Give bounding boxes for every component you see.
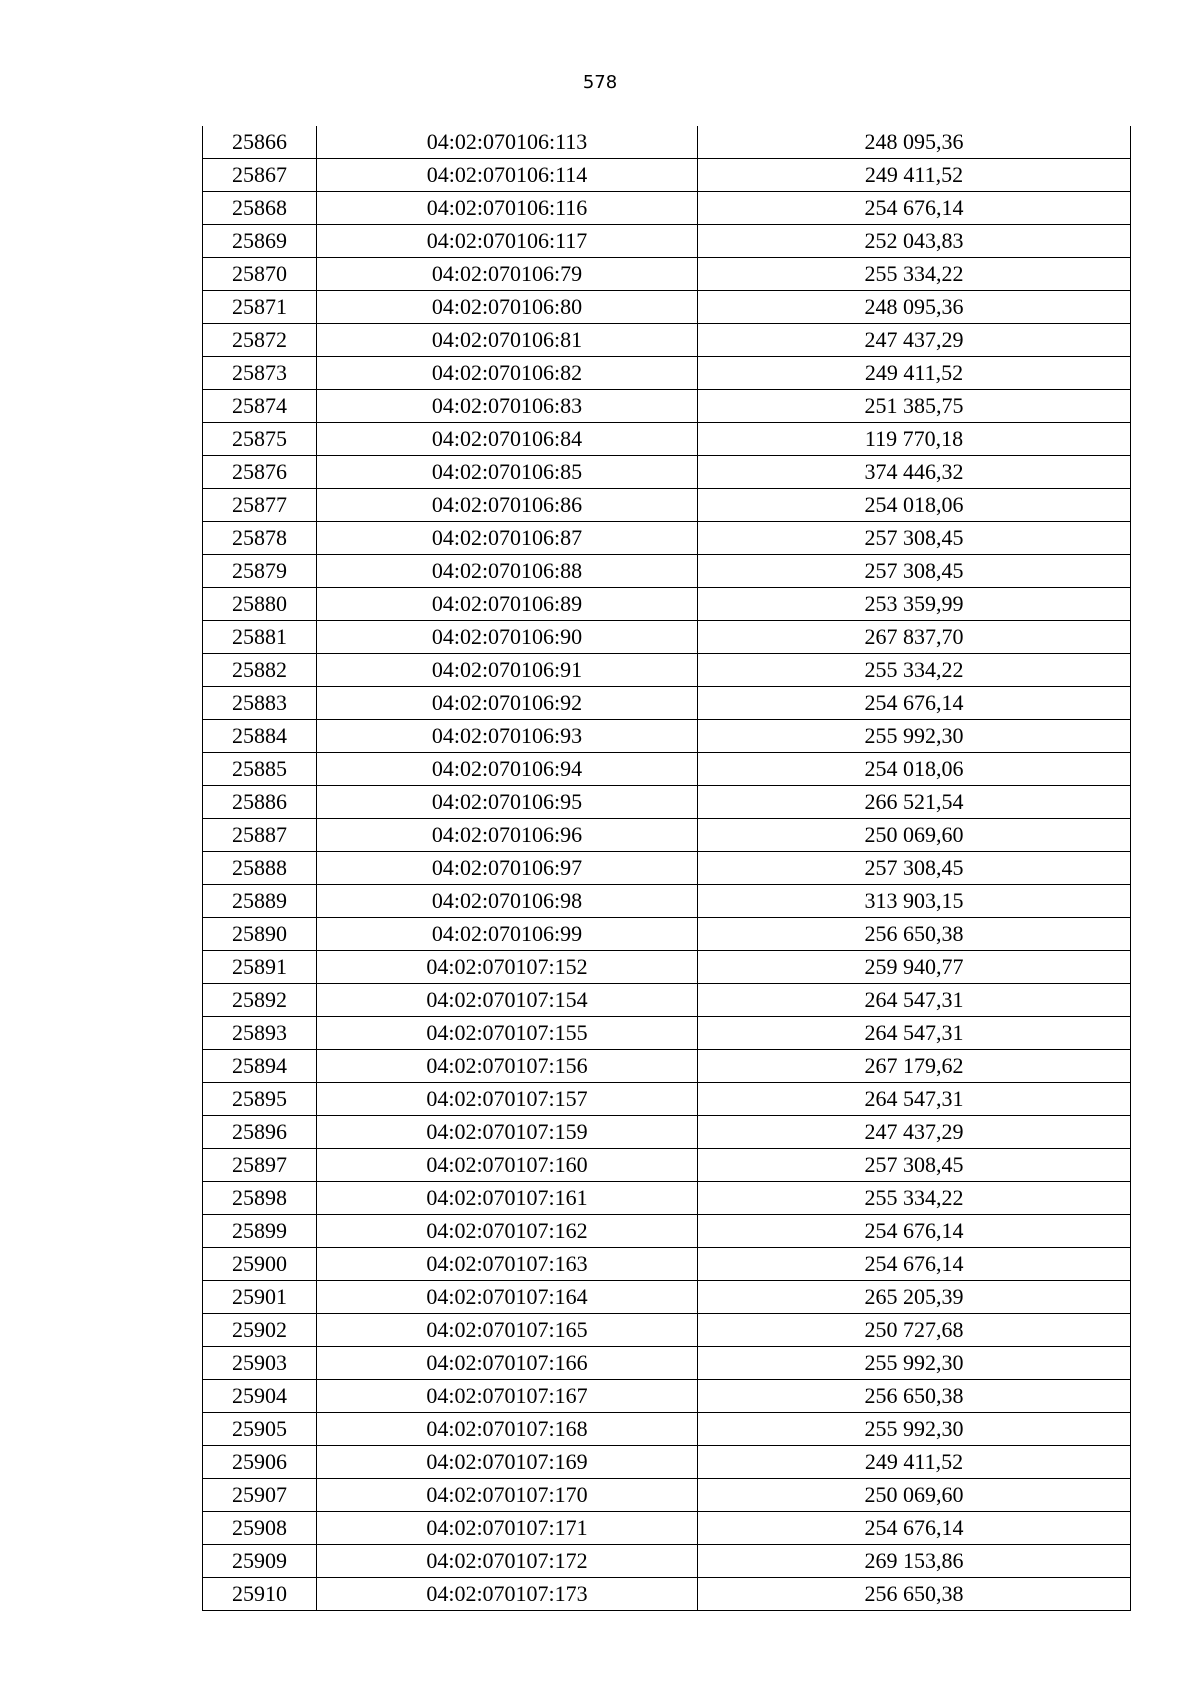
row-number-cell: 25880 <box>203 588 317 621</box>
cadastral-value-cell: 257 308,45 <box>698 852 1131 885</box>
table-row <box>203 423 1131 456</box>
row-number-cell: 25886 <box>203 786 317 819</box>
row-number-cell: 25904 <box>203 1380 317 1413</box>
cadastral-number-cell: 04:02:070107:160 <box>317 1149 698 1182</box>
cadastral-number-cell: 04:02:070106:89 <box>317 588 698 621</box>
row-number-cell: 25898 <box>203 1182 317 1215</box>
cadastral-value-cell: 257 308,45 <box>698 1149 1131 1182</box>
row-number-cell: 25871 <box>203 291 317 324</box>
cadastral-number-cell: 04:02:070106:92 <box>317 687 698 720</box>
cadastral-number-cell: 04:02:070106:114 <box>317 159 698 192</box>
row-number-cell: 25889 <box>203 885 317 918</box>
cadastral-number-cell: 04:02:070106:116 <box>317 192 698 225</box>
cadastral-number-cell: 04:02:070107:168 <box>317 1413 698 1446</box>
row-number-cell: 25894 <box>203 1050 317 1083</box>
table-body <box>203 126 1131 1611</box>
cadastral-number-cell: 04:02:070106:93 <box>317 720 698 753</box>
table-row <box>203 819 1131 852</box>
cadastral-value-cell: 255 334,22 <box>698 1182 1131 1215</box>
cadastral-value-cell: 269 153,86 <box>698 1545 1131 1578</box>
table-row <box>203 126 1131 159</box>
table-row <box>203 1578 1131 1611</box>
table-row <box>203 456 1131 489</box>
cadastral-number-cell: 04:02:070106:95 <box>317 786 698 819</box>
cadastral-value-cell: 250 069,60 <box>698 819 1131 852</box>
table-row <box>203 1545 1131 1578</box>
cadastral-value-cell: 256 650,38 <box>698 1380 1131 1413</box>
cadastral-number-cell: 04:02:070106:86 <box>317 489 698 522</box>
table-row <box>203 687 1131 720</box>
table-row <box>203 1512 1131 1545</box>
cadastral-number-cell: 04:02:070107:159 <box>317 1116 698 1149</box>
cadastral-number-cell: 04:02:070106:90 <box>317 621 698 654</box>
cadastral-number-cell: 04:02:070107:155 <box>317 1017 698 1050</box>
row-number-cell: 25885 <box>203 753 317 786</box>
cadastral-value-cell: 249 411,52 <box>698 357 1131 390</box>
cadastral-value-cell: 374 446,32 <box>698 456 1131 489</box>
cadastral-number-cell: 04:02:070106:82 <box>317 357 698 390</box>
table-row <box>203 984 1131 1017</box>
cadastral-number-cell: 04:02:070106:83 <box>317 390 698 423</box>
table-row <box>203 786 1131 819</box>
table-row <box>203 1149 1131 1182</box>
cadastral-value-cell: 257 308,45 <box>698 522 1131 555</box>
cadastral-number-cell: 04:02:070106:94 <box>317 753 698 786</box>
cadastral-value-cell: 265 205,39 <box>698 1281 1131 1314</box>
row-number-cell: 25896 <box>203 1116 317 1149</box>
cadastral-number-cell: 04:02:070107:170 <box>317 1479 698 1512</box>
cadastral-number-cell: 04:02:070107:173 <box>317 1578 698 1611</box>
row-number-cell: 25868 <box>203 192 317 225</box>
cadastral-number-cell: 04:02:070106:80 <box>317 291 698 324</box>
row-number-cell: 25877 <box>203 489 317 522</box>
cadastral-value-cell: 251 385,75 <box>698 390 1131 423</box>
row-number-cell: 25899 <box>203 1215 317 1248</box>
table-row <box>203 1314 1131 1347</box>
cadastral-value-cell: 255 334,22 <box>698 654 1131 687</box>
row-number-cell: 25872 <box>203 324 317 357</box>
row-number-cell: 25876 <box>203 456 317 489</box>
table-row <box>203 1248 1131 1281</box>
cadastral-number-cell: 04:02:070107:172 <box>317 1545 698 1578</box>
cadastral-value-cell: 264 547,31 <box>698 1083 1131 1116</box>
table-row <box>203 225 1131 258</box>
cadastral-value-cell: 254 676,14 <box>698 1248 1131 1281</box>
table-row <box>203 1083 1131 1116</box>
cadastral-value-cell: 266 521,54 <box>698 786 1131 819</box>
cadastral-number-cell: 04:02:070107:154 <box>317 984 698 1017</box>
cadastral-number-cell: 04:02:070107:167 <box>317 1380 698 1413</box>
row-number-cell: 25909 <box>203 1545 317 1578</box>
table-row <box>203 753 1131 786</box>
row-number-cell: 25887 <box>203 819 317 852</box>
cadastral-value-cell: 254 018,06 <box>698 753 1131 786</box>
cadastral-value-cell: 257 308,45 <box>698 555 1131 588</box>
cadastral-number-cell: 04:02:070106:79 <box>317 258 698 291</box>
cadastral-number-cell: 04:02:070107:169 <box>317 1446 698 1479</box>
cadastral-number-cell: 04:02:070106:117 <box>317 225 698 258</box>
row-number-cell: 25891 <box>203 951 317 984</box>
row-number-cell: 25882 <box>203 654 317 687</box>
page-number: 578 <box>582 72 618 93</box>
row-number-cell: 25910 <box>203 1578 317 1611</box>
cadastral-value-cell: 248 095,36 <box>698 291 1131 324</box>
row-number-cell: 25892 <box>203 984 317 1017</box>
table-row <box>203 1413 1131 1446</box>
row-number-cell: 25875 <box>203 423 317 456</box>
cadastral-value-cell: 248 095,36 <box>698 126 1131 159</box>
row-number-cell: 25908 <box>203 1512 317 1545</box>
cadastral-value-cell: 247 437,29 <box>698 1116 1131 1149</box>
row-number-cell: 25883 <box>203 687 317 720</box>
row-number-cell: 25881 <box>203 621 317 654</box>
row-number-cell: 25907 <box>203 1479 317 1512</box>
cadastral-value-cell: 255 992,30 <box>698 1413 1131 1446</box>
table-row <box>203 720 1131 753</box>
cadastral-value-cell: 254 676,14 <box>698 687 1131 720</box>
cadastral-number-cell: 04:02:070107:171 <box>317 1512 698 1545</box>
cadastral-value-cell: 249 411,52 <box>698 1446 1131 1479</box>
row-number-cell: 25903 <box>203 1347 317 1380</box>
table-row <box>203 1347 1131 1380</box>
table-row <box>203 852 1131 885</box>
cadastral-number-cell: 04:02:070107:164 <box>317 1281 698 1314</box>
row-number-cell: 25893 <box>203 1017 317 1050</box>
cadastral-number-cell: 04:02:070106:98 <box>317 885 698 918</box>
row-number-cell: 25906 <box>203 1446 317 1479</box>
table-row <box>203 1479 1131 1512</box>
cadastral-value-cell: 254 676,14 <box>698 1512 1131 1545</box>
cadastral-number-cell: 04:02:070106:97 <box>317 852 698 885</box>
cadastral-value-cell: 267 837,70 <box>698 621 1131 654</box>
table-row <box>203 951 1131 984</box>
table-row <box>203 1215 1131 1248</box>
table-row <box>203 1446 1131 1479</box>
table-row <box>203 192 1131 225</box>
cadastral-number-cell: 04:02:070106:87 <box>317 522 698 555</box>
table-row <box>203 1380 1131 1413</box>
cadastral-value-cell: 267 179,62 <box>698 1050 1131 1083</box>
cadastral-number-cell: 04:02:070106:99 <box>317 918 698 951</box>
row-number-cell: 25895 <box>203 1083 317 1116</box>
cadastral-value-cell: 256 650,38 <box>698 1578 1131 1611</box>
table-row <box>203 324 1131 357</box>
row-number-cell: 25866 <box>203 126 317 159</box>
table-row <box>203 918 1131 951</box>
cadastral-value-cell: 254 676,14 <box>698 192 1131 225</box>
row-number-cell: 25901 <box>203 1281 317 1314</box>
table-row <box>203 1116 1131 1149</box>
table-row <box>203 390 1131 423</box>
cadastral-value-cell: 256 650,38 <box>698 918 1131 951</box>
cadastral-value-cell: 119 770,18 <box>698 423 1131 456</box>
table-row <box>203 555 1131 588</box>
cadastral-number-cell: 04:02:070106:113 <box>317 126 698 159</box>
row-number-cell: 25874 <box>203 390 317 423</box>
table-row <box>203 159 1131 192</box>
cadastral-value-cell: 255 992,30 <box>698 1347 1131 1380</box>
cadastral-number-cell: 04:02:070106:85 <box>317 456 698 489</box>
row-number-cell: 25869 <box>203 225 317 258</box>
row-number-cell: 25900 <box>203 1248 317 1281</box>
row-number-cell: 25905 <box>203 1413 317 1446</box>
table-row <box>203 588 1131 621</box>
table-row <box>203 654 1131 687</box>
table-row <box>203 522 1131 555</box>
cadastral-number-cell: 04:02:070106:84 <box>317 423 698 456</box>
table-row <box>203 1182 1131 1215</box>
cadastral-value-cell: 264 547,31 <box>698 984 1131 1017</box>
cadastral-number-cell: 04:02:070107:152 <box>317 951 698 984</box>
cadastral-value-cell: 249 411,52 <box>698 159 1131 192</box>
table-row <box>203 1281 1131 1314</box>
table-row <box>203 489 1131 522</box>
cadastral-number-cell: 04:02:070107:157 <box>317 1083 698 1116</box>
table-row <box>203 357 1131 390</box>
table-row <box>203 1017 1131 1050</box>
cadastral-number-cell: 04:02:070106:91 <box>317 654 698 687</box>
cadastral-number-cell: 04:02:070107:162 <box>317 1215 698 1248</box>
cadastral-number-cell: 04:02:070107:161 <box>317 1182 698 1215</box>
cadastral-value-cell: 252 043,83 <box>698 225 1131 258</box>
row-number-cell: 25884 <box>203 720 317 753</box>
cadastral-number-cell: 04:02:070106:88 <box>317 555 698 588</box>
row-number-cell: 25902 <box>203 1314 317 1347</box>
cadastral-number-cell: 04:02:070107:163 <box>317 1248 698 1281</box>
cadastral-number-cell: 04:02:070107:166 <box>317 1347 698 1380</box>
cadastral-value-cell: 255 334,22 <box>698 258 1131 291</box>
cadastral-value-cell: 254 676,14 <box>698 1215 1131 1248</box>
row-number-cell: 25878 <box>203 522 317 555</box>
table-row <box>203 1050 1131 1083</box>
cadastral-value-cell: 259 940,77 <box>698 951 1131 984</box>
cadastral-value-cell: 250 069,60 <box>698 1479 1131 1512</box>
cadastral-value-cell: 253 359,99 <box>698 588 1131 621</box>
row-number-cell: 25888 <box>203 852 317 885</box>
row-number-cell: 25867 <box>203 159 317 192</box>
cadastral-value-cell: 254 018,06 <box>698 489 1131 522</box>
row-number-cell: 25873 <box>203 357 317 390</box>
cadastral-value-cell: 264 547,31 <box>698 1017 1131 1050</box>
cadastral-value-table <box>202 126 1131 1611</box>
row-number-cell: 25897 <box>203 1149 317 1182</box>
table-row <box>203 885 1131 918</box>
cadastral-number-cell: 04:02:070107:165 <box>317 1314 698 1347</box>
cadastral-value-cell: 250 727,68 <box>698 1314 1131 1347</box>
cadastral-value-cell: 255 992,30 <box>698 720 1131 753</box>
cadastral-number-cell: 04:02:070106:96 <box>317 819 698 852</box>
row-number-cell: 25890 <box>203 918 317 951</box>
cadastral-value-cell: 313 903,15 <box>698 885 1131 918</box>
row-number-cell: 25870 <box>203 258 317 291</box>
cadastral-number-cell: 04:02:070106:81 <box>317 324 698 357</box>
table-row <box>203 621 1131 654</box>
table-row <box>203 258 1131 291</box>
table-row <box>203 291 1131 324</box>
cadastral-number-cell: 04:02:070107:156 <box>317 1050 698 1083</box>
row-number-cell: 25879 <box>203 555 317 588</box>
cadastral-value-cell: 247 437,29 <box>698 324 1131 357</box>
